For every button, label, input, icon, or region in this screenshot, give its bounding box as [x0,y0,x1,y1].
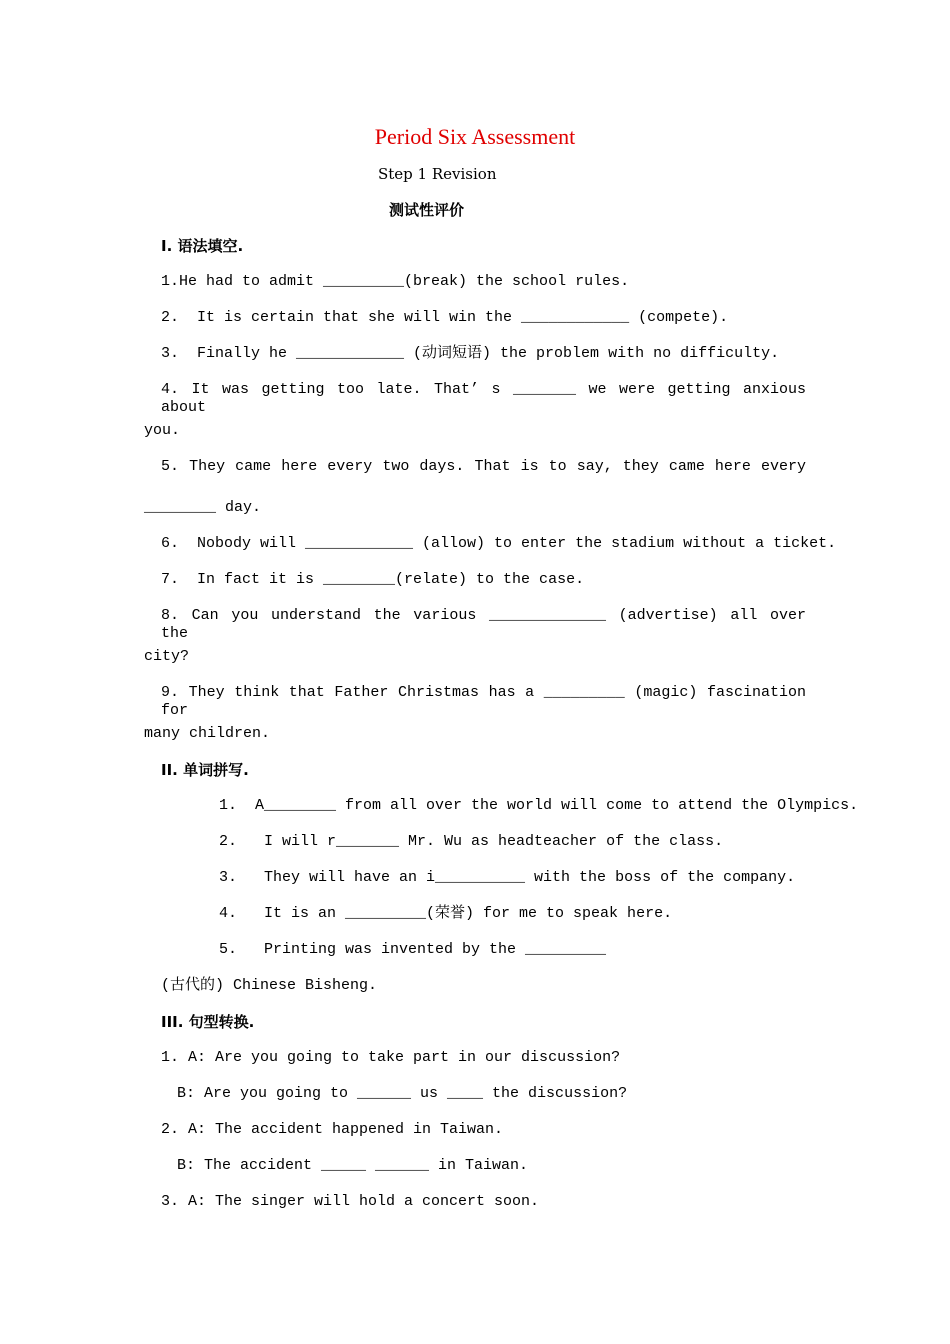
section-3-heading: III. 句型转换. [161,1013,255,1031]
exercise-item: 2. A: The accident happened in Taiwan. [161,1121,504,1138]
exercise-item-continuation: (古代的) Chinese Bisheng. [161,977,378,994]
exercise-item: 3. A: The singer will hold a concert soon. [161,1193,540,1210]
exercise-item-continuation: ________ day. [144,499,262,516]
exercise-item: 9. They think that Father Christmas has a _________ (magic) fascination for [161,684,806,719]
exercise-item: 1. A________ from all over the world will come to attend the Olympics. [219,797,859,814]
exercise-item: 4. It was getting too late. That’ s _______ we were getting anxious about [161,381,806,416]
exercise-item: 5. They came here every two days. That is to say, they came here every [161,458,806,475]
exercise-item-continuation: many children. [144,725,271,742]
exercise-item: 3. They will have an i__________ with the boss of the company. [219,869,796,886]
exercise-item: 4. It is an _________(荣誉) for me to speak here. [219,905,673,922]
exercise-item-continuation: city? [144,648,190,665]
exercise-item: 1.He had to admit _________(break) the school rules. [161,273,630,290]
section-2-heading: II. 单词拼写. [161,761,249,779]
exercise-item-continuation: you. [144,422,181,439]
exercise-item-answer: B: The accident _____ ______ in Taiwan. [177,1157,529,1174]
exercise-item-answer: B: Are you going to ______ us ____ the discussion? [177,1085,628,1102]
exercise-item: 6. Nobody will ____________ (allow) to enter the stadium without a ticket. [161,535,837,552]
exercise-item: 3. Finally he ____________ (动词短语) the problem with no difficulty. [161,345,780,362]
section-1-heading: I. 语法填空. [161,237,244,255]
exercise-item: 1. A: Are you going to take part in our discussion? [161,1049,621,1066]
page-title: Period Six Assessment [374,124,576,149]
exercise-item: 5. Printing was invented by the _________ [219,941,607,958]
exercise-item: 2. It is certain that she will win the ____________ (compete). [161,309,729,326]
exercise-item: 7. In fact it is ________(relate) to the case. [161,571,585,588]
exercise-item: 8. Can you understand the various _____________ (advertise) all over the [161,607,806,642]
assessment-subtitle: 测试性评价 [389,201,465,219]
exercise-item: 2. I will r_______ Mr. Wu as headteacher of the class. [219,833,724,850]
step-heading: Step 1 Revision [378,165,497,183]
